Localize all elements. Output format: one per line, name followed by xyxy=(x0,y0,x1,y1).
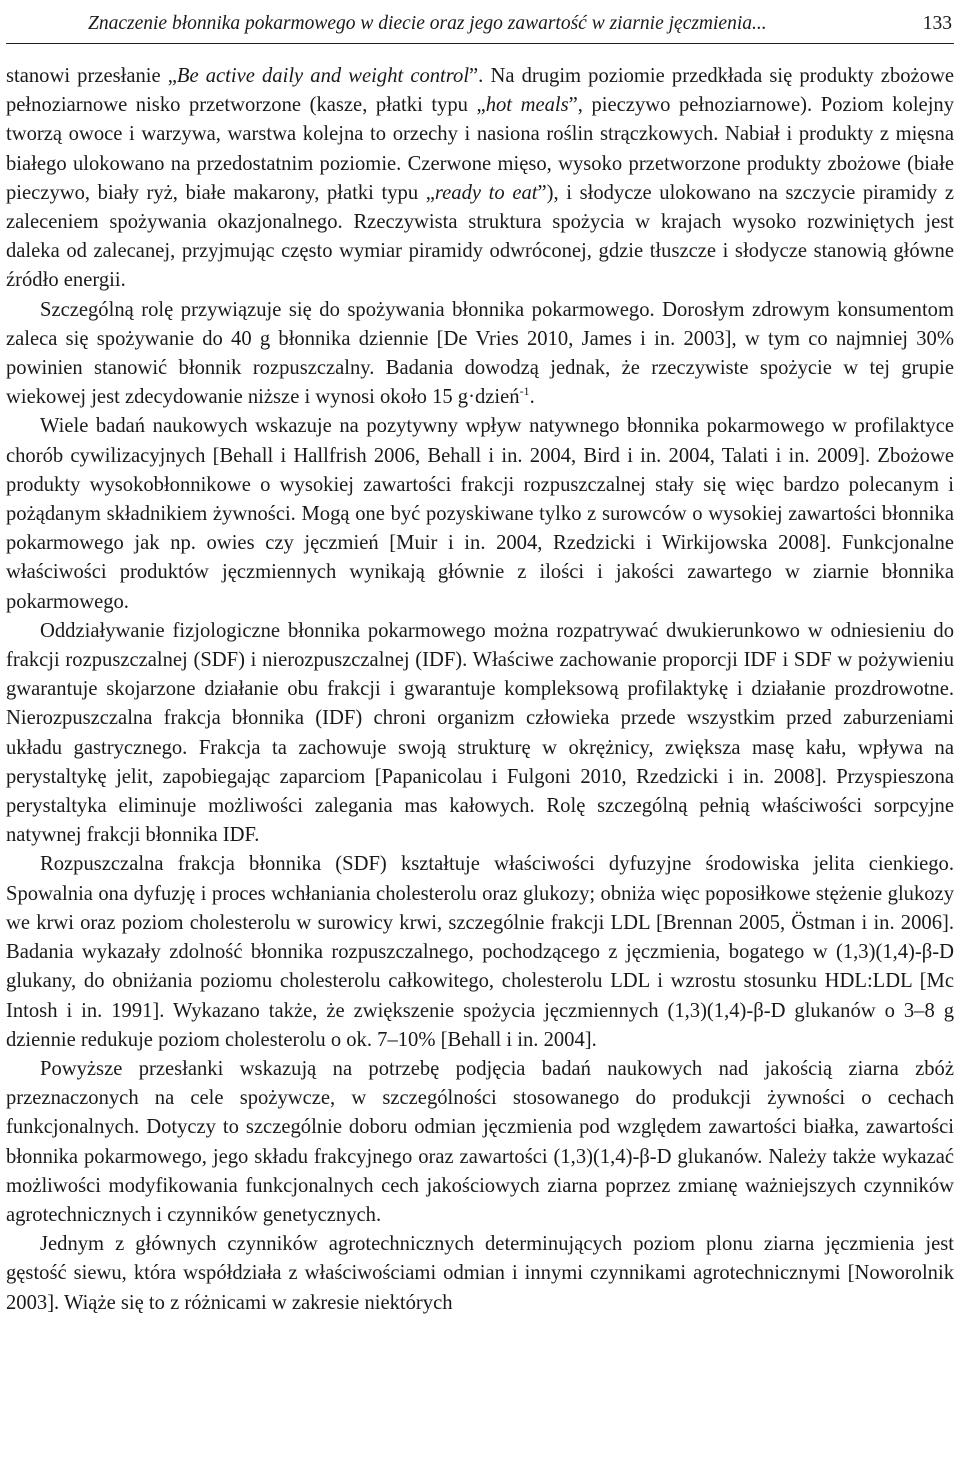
page-number: 133 xyxy=(922,12,952,34)
text-run: Powyższe przesłanki wskazują na potrzebę podjęcia badań naukowych nad jakością ziarna zbóż przeznaczonych na cele spożywcze, w szczególności stosowanego do produkcji żywności o cechach funkcjonalnych. Dotyczy to szczególnie doboru odmian jęczmienia pod względem zawartości białka, zawartości błonnika pokarmowego, jego składu frakcyjnego oraz zawartości (1,3)(1,4)-β-D glukanów. Należy także wykazać możliwości modyfikowania funkcjonalnych cech jakościowych ziarna poprzez zmianę ważniejszych czynników agrotechnicznych i czynników genetycznych. xyxy=(6,1057,954,1226)
paragraph xyxy=(6,296,954,413)
running-header xyxy=(6,0,954,44)
running-title: Znaczenie błonnika pokarmowego w diecie oraz jego zawartość w ziarnie jęczmienia... xyxy=(88,12,767,34)
paragraph xyxy=(6,1230,954,1318)
text-run: Wiele badań naukowych wskazuje na pozytywny wpływ natywnego błonnika pokarmowego w profilaktyce chorób cywilizacyjnych [Behall i Hallfrish 2006, Behall i in. 2004, Bird i in. 2004, Talati i in. 2009]. Zbożowe produkty wysokobłonnikowe o wysokiej zawartości frakcji rozpuszczalnej stały się więc bardzo polecanym i pożądanym składnikiem żywności. Mogą one być pozyskiwane tylko z surowców o wysokiej zawartości błonnika pokarmowego jak np. owies czy jęczmień [Muir i in. 2004, Rzedzicki i Wirkijowska 2008]. Funkcjonalne właściwości produktów jęczmiennych wynikają głównie z ilości i jakości zawartego w ziarnie błonnika pokarmowego. xyxy=(6,415,954,613)
italic-term: Be active daily and weight control xyxy=(176,65,470,87)
text-run: stanowi przesłanie „ xyxy=(6,65,177,87)
italic-term: hot meals xyxy=(485,94,569,117)
text-run: ”), i słodycze ulokowano na szczycie piramidy z zaleceniem spożywania okazjonalnego. Rzeczywista struktura spożycia w krajach wysoko rozwiniętych jest daleka od zalecanej, przyjmując często wymiar piramidy odwróconej, gdzie tłuszcze i słodycze stanowią główne źródło energii. xyxy=(6,181,954,292)
paragraph xyxy=(6,1055,954,1230)
body-text xyxy=(6,62,954,1318)
italic-term: ready to eat xyxy=(434,181,538,204)
text-run: . xyxy=(529,386,535,409)
paragraph xyxy=(6,62,954,296)
paragraph xyxy=(6,850,954,1054)
text-run: ”, pieczywo pełnoziarnowe). Poziom kolejny tworzą owoce i warzywa, warstwa kolejna to orzechy i nasiona roślin strączkowych. Nabiał i produkty z mięsna białego ulokowano na przedostatnim poziomie. Czerwone mięso, wysoko przetworzone produkty zbożowe (białe pieczywo, biały ryż, białe makarony, płatki typu „ xyxy=(6,94,955,204)
superscript: -1 xyxy=(519,384,530,399)
paragraph xyxy=(6,412,954,616)
text-run: Jednym z głównych czynników agrotechnicznych determinujących poziom plonu ziarna jęczmienia jest gęstość siewu, która współdziała z właściwościami odmian i innymi czynnikami agrotechnicznymi [Noworolnik 2003]. Wiąże się to z różnicami w zakresie niektórych xyxy=(6,1233,954,1314)
page xyxy=(6,0,954,1459)
text-run: Rozpuszczalna frakcja błonnika (SDF) kształtuje właściwości dyfuzyjne środowiska jelita cienkiego. Spowalnia ona dyfuzję i proces wchłaniania cholesterolu oraz glukozy; obniża więc poposiłkowe stężenie glukozy we krwi oraz poziom cholesterolu w surowicy krwi, szczególnie frakcji LDL [Brennan 2005, Östman i in. 2006]. Badania wykazały zdolność błonnika rozpuszczalnego, pochodzącego z jęczmienia, bogatego w (1,3)(1,4)-β-D glukany, do obniżania poziomu cholesterolu całkowitego, cholesterolu LDL i wzrostu stosunku HDL:LDL [Mc Intosh i in. 1991]. Wykazano także, że zwiększenie spożycia jęczmiennych (1,3)(1,4)-β-D glukanów o 3–8 g dziennie redukuje poziom cholesterolu o ok. 7–10% [Behall i in. 2004]. xyxy=(6,853,954,1051)
text-run: Oddziaływanie fizjologiczne błonnika pokarmowego można rozpatrywać dwukierunkowo w odniesieniu do frakcji rozpuszczalnej (SDF) i nierozpuszczalnej (IDF). Właściwe zachowanie proporcji IDF i SDF w pożywieniu gwarantuje skojarzone działanie obu frakcji i gwarantuje kompleksową profilaktykę i działanie prozdrowotne. Nierozpuszczalna frakcja błonnika (IDF) chroni organizm człowieka przede wszystkim przed zaburzeniami układu gastrycznego. Frakcja ta zachowuje swoją strukturę w okrężnicy, zwiększa masę kału, wpływa na perystaltykę jelit, zapobiegając zaparciom [Papanicolau i Fulgoni 2010, Rzedzicki i in. 2008]. Przyspieszona perystaltyka eliminuje możliwości zalegania mas kałowych. Rolę szczególną pełnią właściwości sorpcyjne natywnej frakcji błonnika IDF. xyxy=(6,619,954,847)
text-run: ”. Na drugim poziomie przedkłada się produkty zbożowe pełnoziarnowe nisko przetworzone (kasze, płatki typu „ xyxy=(6,65,954,117)
paragraph xyxy=(6,617,954,851)
text-run: Szczególną rolę przywiązuje się do spożywania błonnika pokarmowego. Dorosłym zdrowym konsumentom zaleca się spożywanie do 40 g błonnika dziennie [De Vries 2010, James i in. 2003], w tym co najmniej 30% powinien stanowić błonnik rozpuszczalny. Badania dowodzą jednak, że rzeczywiste spożycie w tej grupie wiekowej jest zdecydowanie niższe i wynosi około 15 g·dzień xyxy=(6,298,954,409)
